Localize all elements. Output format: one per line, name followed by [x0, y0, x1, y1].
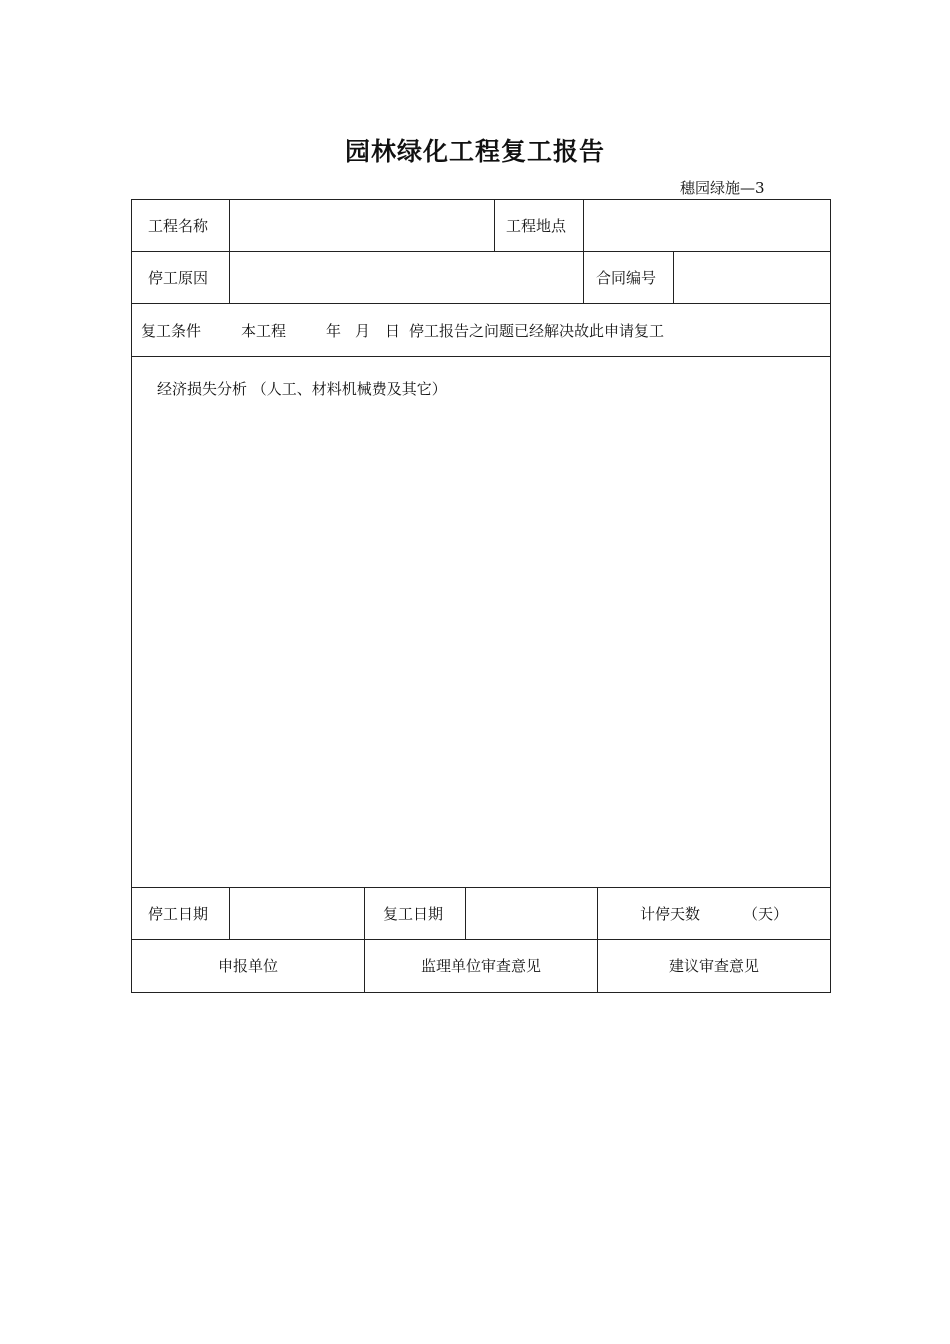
row-divider [132, 356, 830, 357]
contract-no-label: 合同编号 [596, 269, 657, 287]
day-text: 日 [385, 322, 401, 340]
resume-condition-label: 复工条件 [141, 322, 202, 340]
reporting-unit-label: 申报单位 [217, 957, 278, 975]
row-divider [132, 303, 830, 304]
stop-days-label: 计停天数 [640, 905, 701, 923]
stop-reason-field[interactable] [230, 252, 583, 303]
resume-date-field[interactable] [466, 888, 597, 939]
month-text: 月 [355, 322, 371, 340]
document-title: 园林绿化工程复工报告 [344, 137, 605, 166]
row-divider [132, 939, 830, 940]
contract-no-field[interactable] [674, 252, 830, 303]
economic-loss-label: 经济损失分析 （人工、材料机械费及其它） [157, 380, 447, 398]
resume-this-project-text: 本工程 [241, 322, 287, 340]
project-name-label: 工程名称 [148, 217, 209, 235]
resume-date-label: 复工日期 [383, 905, 444, 923]
year-text: 年 [326, 322, 342, 340]
form-code: 穗园绿施—3 [680, 179, 765, 197]
col-divider [364, 887, 365, 939]
col-divider [583, 251, 584, 303]
stop-date-field[interactable] [230, 888, 364, 939]
col-divider [494, 200, 495, 251]
supervisor-review-label: 监理单位审查意见 [420, 957, 541, 975]
stop-date-label: 停工日期 [148, 905, 209, 923]
stop-reason-label: 停工原因 [148, 269, 209, 287]
project-name-field[interactable] [230, 200, 494, 251]
resume-statement-text: 停工报告之问题已经解决故此申请复工 [409, 322, 665, 340]
col-divider [597, 887, 598, 939]
suggested-review-label: 建议审查意见 [668, 957, 759, 975]
economic-loss-field[interactable] [132, 405, 830, 885]
resume-report-form [131, 199, 831, 993]
project-location-field[interactable] [584, 200, 830, 251]
project-location-label: 工程地点 [506, 217, 567, 235]
days-unit: （天） [743, 905, 789, 923]
